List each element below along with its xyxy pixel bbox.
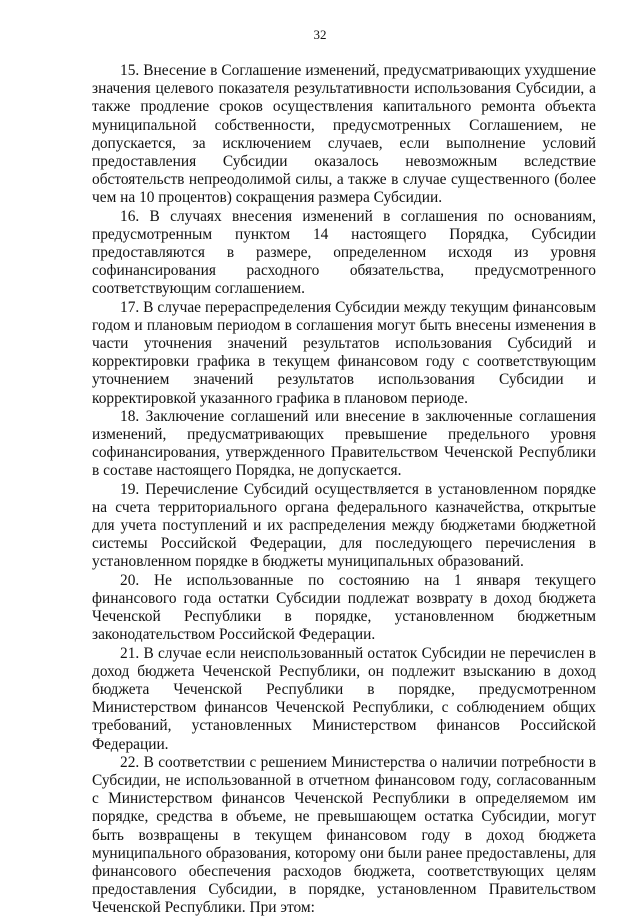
paragraph-15: 15. Внесение в Соглашение изменений, предусматривающих ухудшение значения целевого показателя результативности использования Субсидии, а также продление сроков осуществления капитального ремонта объекта муниципальной собственности, предусмотренных Соглашением, не допускается, за исключением случаев, если выполнение условий предоставления Субсидии оказалось невозможным вследствие обстоятельств непреодолимой силы, а также в случае существенного (более чем на 10 процентов) сокращения размера Субсидии. <box>92 62 596 207</box>
paragraph-22: 22. В соответствии с решением Министерства о наличии потребности в Субсидии, не использованной в отчетном финансовом году, согласованным с Министерством финансов Чеченской Республики в определяемом им порядке, средства в объеме, не превышающем остатка Субсидии, могут быть возвращены в текущем финансовом году в доход бюджета муниципального образования, которому они были ранее предоставлены, для финансового обеспечения расходов бюджета, соответствующих целям предоставления Субсидии, в порядке, установленном Правительством Чеченской Республики. При этом: <box>92 753 596 917</box>
paragraph-16: 16. В случаях внесения изменений в соглашения по основаниям, предусмотренным пунктом 14 настоящего Порядка, Субсидии предоставляются в размере, определенном исходя из уровня софинансирования расходного обязательства, предусмотренного соответствующим соглашением. <box>92 207 596 298</box>
paragraph-18: 18. Заключение соглашений или внесение в заключенные соглашения изменений, предусматривающих превышение предельного уровня софинансирования, утвержденного Правительством Чеченской Республики в составе настоящего Порядка, не допускается. <box>92 407 596 480</box>
paragraph-21: 21. В случае если неиспользованный остаток Субсидии не перечислен в доход бюджета Чеченской Республики, он подлежит взысканию в доход бюджета Чеченской Республики в порядке, предусмотренном Министерством финансов Чеченской Республики, с соблюдением общих требований, установленных Министерством финансов Российской Федерации. <box>92 644 596 753</box>
page-number: 32 <box>313 27 327 42</box>
paragraph-20: 20. Не использованные по состоянию на 1 января текущего финансового года остатки Субсидии подлежат возврату в доход бюджета Чеченской Республики в порядке, установленном бюджетным законодательством Российской Федерации. <box>92 571 596 644</box>
document-body <box>92 62 596 918</box>
paragraph-19: 19. Перечисление Субсидий осуществляется в установленном порядке на счета территориального органа федерального казначейства, открытые для учета поступлений и их распределения между бюджетами бюджетной системы Российской Федерации, для последующего перечисления в установленном порядке в бюджеты муниципальных образований. <box>92 480 596 571</box>
paragraph-17: 17. В случае перераспределения Субсидии между текущим финансовым годом и плановым периодом в соглашения могут быть внесены изменения в части уточнения значений результатов использования Субсидий и корректировки графика в текущем финансовом году с соответствующим уточнением значений результатов использования Субсидии и корректировкой указанного графика в плановом периоде. <box>92 298 596 407</box>
